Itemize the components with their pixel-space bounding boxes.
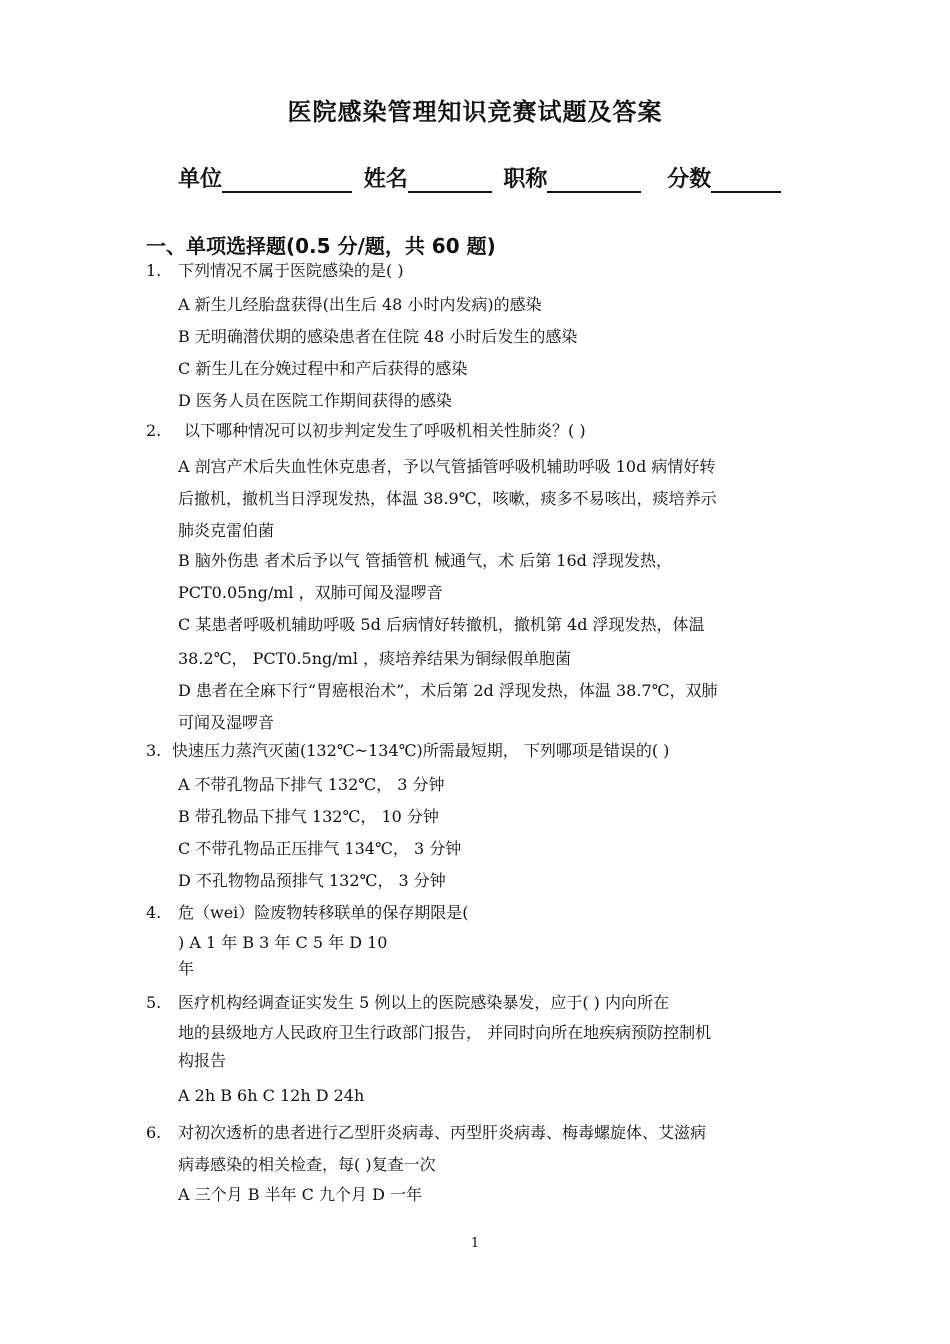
option-b-cont: PCT0.05ng/ml ，双肺可闻及湿啰音 (178, 583, 443, 602)
score-blank[interactable] (711, 167, 781, 193)
option-d: D 不孔物物品预排气 132℃， 3 分钟 (178, 871, 446, 890)
page-title: 医院感染管理知识竞赛试题及答案 (287, 98, 663, 126)
section-heading: 一、单项选择题(0.5 分/题，共 60 题) (146, 234, 496, 258)
name-blank[interactable] (408, 167, 492, 193)
question-stem: 快速压力蒸汽灭菌(132℃~134℃)所需最短期， 下列哪项是错误的( ) (172, 741, 670, 760)
question-number: 5. (146, 993, 162, 1012)
option-a-cont: 肺炎克雷伯菌 (178, 521, 275, 540)
question-options: A 2h B 6h C 12h D 24h (178, 1086, 365, 1105)
question-stem-cont: 地的县级地方人民政府卫生行政部门报告， 并同时向所在地疾病预防控制机 (178, 1023, 712, 1042)
question-number: 6. (146, 1123, 162, 1142)
question-number: 2. (146, 421, 162, 440)
option-b: B 脑外伤患 者术后予以气 管插管机 械通气，术 后第 16d 浮现发热， (178, 551, 672, 570)
option-a: A 新生儿经胎盘获得(出生后 48 小时内发病)的感染 (178, 295, 542, 314)
question-stem: 对初次透析的患者进行乙型肝炎病毒、丙型肝炎病毒、梅毒螺旋体、艾滋病 (178, 1123, 707, 1142)
rank-blank[interactable] (547, 167, 641, 193)
question-stem: 以下哪种情况可以初步判定发生了呼吸机相关性肺炎？( ) (184, 421, 586, 440)
unit-label: 单位 (178, 167, 223, 192)
question-number: 4. (146, 903, 162, 922)
page-number: 1 (470, 1236, 480, 1251)
option-c: C 某患者呼吸机辅助呼吸 5d 后病情好转撤机，撤机第 4d 浮现发热，体温 (178, 615, 705, 634)
question-stem: 下列情况不属于医院感染的是( ) (178, 261, 404, 280)
question-number: 3. (146, 741, 162, 760)
question-options: ) A 1 年 B 3 年 C 5 年 D 10 (178, 933, 388, 952)
question-options: A 三个月 B 半年 C 九个月 D 一年 (178, 1185, 422, 1204)
option-a-cont: 后撤机，撤机当日浮现发热，体温 38.9℃，咳嗽，痰多不易咳出，痰培养示 (178, 489, 717, 508)
name-label: 姓名 (363, 167, 408, 192)
unit-blank[interactable] (222, 167, 352, 193)
option-c: C 新生儿在分娩过程中和产后获得的感染 (178, 359, 468, 378)
option-d: D 医务人员在医院工作期间获得的感染 (178, 391, 452, 410)
option-b: B 无明确潜伏期的感染患者在住院 48 小时后发生的感染 (178, 327, 578, 346)
question-number: 1. (146, 261, 162, 280)
option-d: D 患者在全麻下行“胃癌根治术”，术后第 2d 浮现发热，体温 38.7℃，双肺 (178, 681, 718, 700)
rank-label: 职称 (503, 167, 548, 192)
question-stem: 医疗机构经调查证实发生 5 例以上的医院感染暴发，应于( ) 内向所在 (178, 993, 670, 1012)
option-a: A 不带孔物品下排气 132℃， 3 分钟 (178, 775, 445, 794)
option-b: B 带孔物品下排气 132℃， 10 分钟 (178, 807, 439, 826)
info-line (178, 162, 785, 193)
question-stem: 危（wei）险废物转移联单的保存期限是( (178, 903, 469, 922)
question-stem-cont: 构报告 (178, 1051, 227, 1070)
option-a: A 剖宫产术后失血性休克患者，予以气管插管呼吸机辅助呼吸 10d 病情好转 (178, 457, 716, 476)
option-c: C 不带孔物品正压排气 134℃， 3 分钟 (178, 839, 462, 858)
question-options-cont: 年 (178, 959, 195, 978)
option-c-cont: 38.2℃， PCT0.5ng/ml ，痰培养结果为铜绿假单胞菌 (178, 649, 572, 668)
question-stem-cont: 病毒感染的相关检查，每( )复查一次 (178, 1155, 436, 1174)
option-d-cont: 可闻及湿啰音 (178, 713, 275, 732)
score-label: 分数 (667, 167, 712, 192)
